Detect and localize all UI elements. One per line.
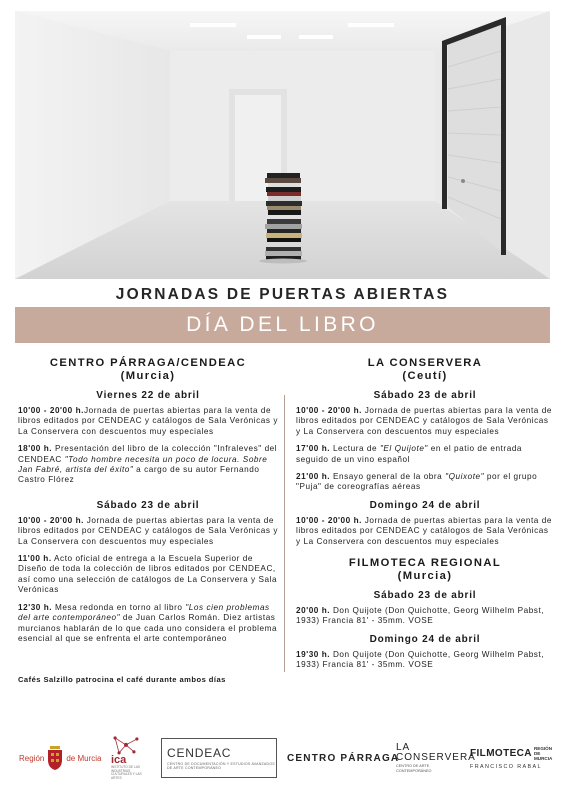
gallery-room-illustration [15, 11, 550, 279]
program-entry [18, 603, 278, 645]
entry-time: 17'00 h. [296, 444, 331, 454]
entry-time: 12'30 h. [18, 602, 53, 612]
region-name: Región [19, 753, 45, 763]
day-heading: Sábado 23 de abril [373, 590, 477, 602]
entry-text: Mesa redonda en torno al libro [52, 602, 186, 612]
hero-photo [15, 11, 550, 279]
work-title: "Quixote" [445, 472, 485, 482]
day-heading: Viernes 22 de abril [96, 390, 200, 401]
venue-title: LA CONSERVERA [367, 357, 483, 369]
entry-text: Jornada de puertas abiertas para la venta de libros editados por CENDEAC y catálogos de Sala Verónicas y La Conservera con descuentos muy especiales [296, 515, 552, 546]
entry-text: Jornada de puertas abiertas para la venta de libros editados por CENDEAC y catálogos de Sala Verónicas y La Conservera con descuentos muy especiales [18, 406, 278, 436]
program-entry [18, 406, 278, 437]
program-entry [296, 606, 554, 627]
event-heading: JORNADAS DE PUERTAS ABIERTAS [115, 286, 450, 303]
logo-cendeac [161, 738, 277, 778]
entry-time: 21'00 h. [296, 472, 331, 482]
cendeac-name: CENDEAC [167, 745, 232, 760]
filmoteca-region: REGIÓN DE MURCIA [533, 746, 553, 761]
logo-la-conservera [396, 735, 476, 781]
sponsor-logos [15, 735, 553, 781]
day-heading: Domingo 24 de abril [369, 633, 481, 645]
program-entry [18, 444, 278, 486]
entry-text: Ensayo general de la obra [330, 472, 446, 482]
entry-time: 11'00 h. [18, 554, 52, 564]
entry-text: Acto oficial de entrega a la Escuela Superior de Diseño de toda la colección de libros editados por CENDEAC, así como una selección de catálogos de La Conservera y Sala Verónicas [18, 554, 278, 595]
program-entry [296, 444, 554, 465]
venue-title: FILMOTECA REGIONAL [348, 557, 502, 570]
entry-time: 19'30 h. [296, 649, 331, 659]
entry-text: a cargo de su autor Fernando Castro Flórez [18, 465, 260, 485]
entry-text: Don Quijote (Don Quichotte, Georg Wilhelm Pabst, 1933) Francia 81' - 35mm. VOSE [296, 606, 545, 626]
entry-time: 18'00 h. [18, 444, 53, 454]
conservera-name: CONSERVERA [396, 752, 476, 764]
venue-title: CENTRO PÁRRAGA/CENDEAC [49, 357, 247, 369]
entry-text: de Juan Carlos Román. Diez artistas murcianos hablarán de lo que cada uno considera el problema esencial al que se enfrenta el arte contemporáneo [18, 613, 278, 643]
program-conservera-filmoteca [296, 357, 554, 678]
logo-centro-parraga: CENTRO PÁRRAGA [287, 752, 400, 764]
cendeac-subtitle: CENTRO DE DOCUMENTACIÓN Y ESTUDIOS AVANZADOS DE ARTE CONTEMPORÁNEO [167, 761, 275, 770]
sponsor-note: Cafés Salzillo patrocina el café durante ambos días [18, 675, 226, 684]
program-entry [296, 406, 554, 437]
entry-time: 10'00 - 20'00 h. [18, 406, 84, 415]
book-title: "Todo hombre necesita un poco de locura. Sobre Jan Fabré, artista del éxito" [18, 454, 268, 475]
region-name: de Murcia [66, 753, 102, 763]
book-title: "Los cien problemas del arte contemporáneo" [18, 602, 270, 623]
title-band [15, 307, 550, 343]
filmoteca-name: FILMOTECA [470, 748, 532, 759]
program-entry [296, 516, 554, 547]
event-title: DÍA DEL LIBRO [186, 313, 379, 336]
entry-text: Presentación del libro de la colección "Infraleves" del CENDEAC [18, 444, 278, 464]
program-entry [296, 472, 554, 493]
work-title: "El Quijote" [379, 444, 428, 454]
entry-text: Lectura de [330, 444, 380, 454]
day-heading: Sábado 23 de abril [96, 499, 200, 511]
venue-location: (Ceutí) [402, 370, 448, 382]
coat-of-arms-icon [47, 746, 63, 770]
entry-text: Don Quijote (Don Quichotte, Georg Wilhelm Pabst, 1933) Francia 81' - 35mm. VOSE [296, 649, 545, 670]
day-heading: Domingo 24 de abril [369, 499, 481, 511]
entry-text: en el patio de entrada seguido de un vino español [296, 444, 523, 464]
day-heading: Sábado 23 de abril [373, 390, 477, 401]
program-parraga [18, 357, 278, 651]
entry-time: 10'00 - 20'00 h. [296, 406, 362, 415]
filmoteca-row [470, 746, 556, 761]
ica-subtitle: INSTITUTO DE LAS INDUSTRIAS CULTURALES Y LAS ARTES [111, 764, 142, 781]
logo-filmoteca [470, 735, 556, 781]
ica-network-icon [111, 735, 141, 755]
entry-text: Jornada de puertas abiertas para la venta de libros editados por CENDEAC y catálogos de Sala Verónicas y La Conservera con descuentos muy especiales [296, 406, 552, 436]
column-divider [284, 395, 285, 672]
conservera-subtitle: CENTRO DE ARTE CONTEMPORÁNEO [396, 764, 432, 773]
program-entry [18, 554, 278, 596]
ica-name: ica [111, 753, 127, 766]
logo-region-murcia [19, 735, 101, 781]
venue-location: (Murcia) [120, 370, 176, 382]
program-entry [296, 650, 554, 671]
entry-time: 10'00 - 20'00 h. [18, 515, 84, 525]
entry-text: por el grupo "Puja" de coreografías aéreas [296, 472, 538, 492]
filmoteca-subtitle: FRANCISCO RABAL [470, 764, 542, 770]
conservera-name: LA [396, 742, 411, 754]
program-entry [18, 516, 278, 547]
entry-text: Jornada de puertas abiertas para la venta de libros editados por CENDEAC y catálogos de Sala Verónicas y La Conservera con descuentos muy especiales [18, 515, 278, 546]
logo-ica [111, 735, 147, 781]
entry-time: 20'00 h. [296, 606, 331, 616]
entry-time: 10'00 - 20'00 h. [296, 515, 362, 525]
venue-location: (Murcia) [397, 570, 453, 583]
